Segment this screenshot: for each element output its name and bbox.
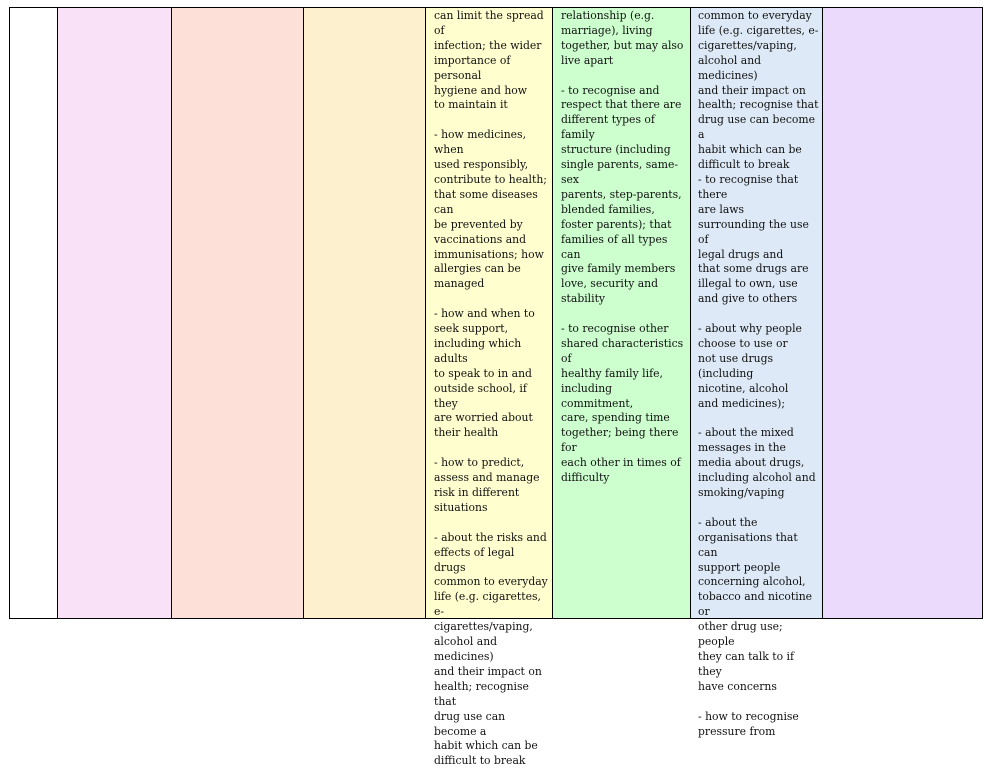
column-3-text <box>172 8 303 9</box>
health-prevention-cell <box>426 8 553 768</box>
drugs-alcohol-text: common to everyday life (e.g. cigarettes, e- cigarettes/vaping, alcohol and medicines) and their impact on health; recognise that drug use can become a habit which can be difficult to break - to recognise that there are laws surrounding the use of legal drugs and that some drugs are illegal to own, use and give to others - about why people choose to use or not use drugs (including nicotine, alcohol and medicines); - about the mixed messages in the media about drugs, including alcohol and smoking/vaping - about the organisations that can support people concerning alcohol, tobacco and nicotine or other drug use; people they can talk to if they have concerns - how to recognise pressure from <box>698 9 819 738</box>
drugs-alcohol-cell <box>691 8 823 738</box>
column-1-cell <box>10 8 58 618</box>
column-8-cell <box>823 8 982 618</box>
curriculum-table <box>9 7 983 768</box>
column-4-text <box>304 8 425 9</box>
health-prevention-text: can limit the spread of infection; the wider importance of personal hygiene and how to maintain it - how medicines, when used responsibly, contribute to health; that some diseases can be prevented by vaccinations and immunisations; how allergies can be managed - how and when to seek support, including which adults to speak to in and outside school, if they are worried about their health - how to predict, assess and manage risk in different situations - about the risks and effects of legal drugs common to everyday life (e.g. cigarettes, e- cigarettes/vaping, alcohol and medicines) and their impact on health; recognise that drug use can become a habit which can be difficult to break <box>434 9 548 768</box>
column-1-text <box>10 8 57 9</box>
column-3-cell <box>172 8 304 618</box>
column-2-cell <box>58 8 172 618</box>
families-cell <box>553 8 691 618</box>
families-text: relationship (e.g. marriage), living together, but may also live apart - to recognise and respect that there are different types of family structure (including single parents, same-sex parents, step-parents, blended families, foster parents); that families of all types can give family members love, security and stability - to recognise other shared characteristics of healthy family life, including commitment, care, spending time together; being there for each other in times of difficulty <box>561 9 684 485</box>
column-8-text <box>823 8 982 9</box>
column-2-text <box>58 8 171 9</box>
column-4-cell <box>304 8 426 618</box>
